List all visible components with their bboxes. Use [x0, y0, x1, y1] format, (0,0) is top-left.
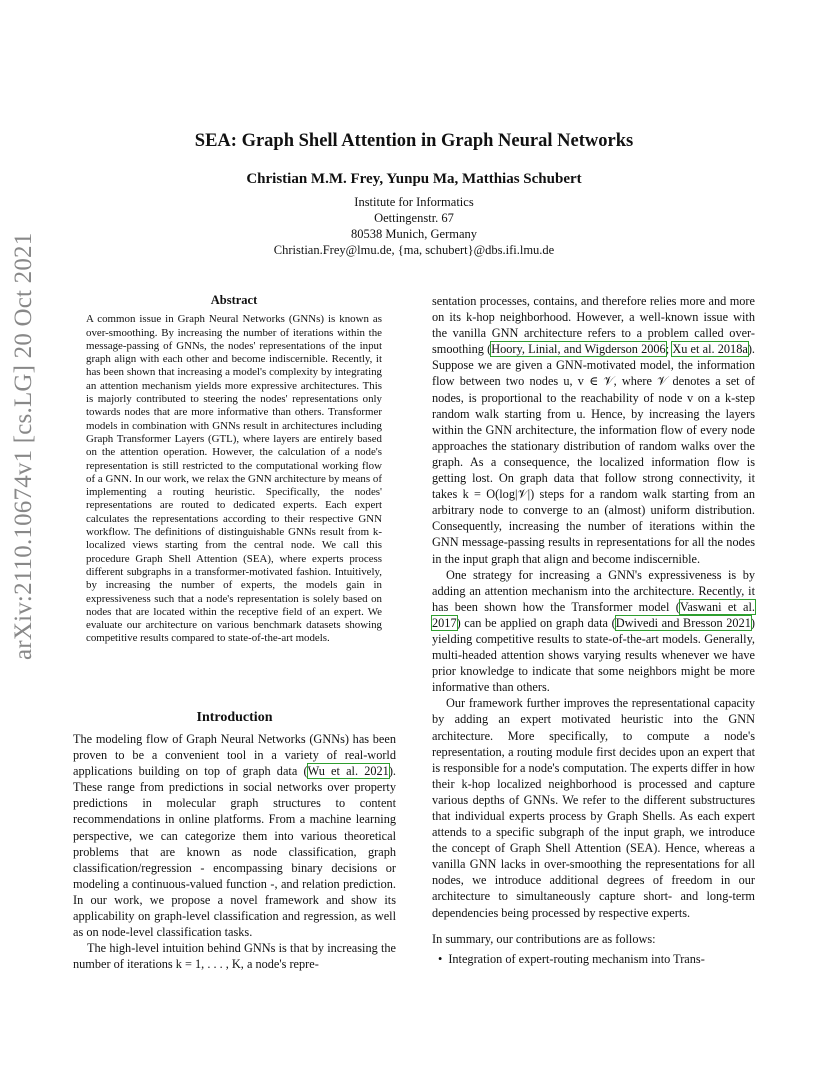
institute: Institute for Informatics	[354, 195, 474, 209]
abstract-section	[86, 294, 382, 646]
intro-paragraph-2: The high-level intuition behind GNNs is that by increasing the number of iterations k = 1, . . . , K, a node's repre-	[73, 941, 396, 972]
body-text: ) yielding competitive results to state-of-the-art models. Generally, multi-headed attention shows varying results whenever we have prior knowledge to indicate that some neighbors might be more informative than others.	[432, 615, 755, 695]
city-address: 80538 Munich, Germany	[350, 227, 478, 241]
body-text: sentation processes, contains, and therefore relies more and more on its k-hop neighborhood. However, a well-known issue with the vanilla GNN architecture refers to a problem called over-smoothing (	[432, 294, 755, 357]
citation-link[interactable]: Hoory, Linial, and Wigderson 2006	[491, 342, 666, 357]
introduction-heading: Introduction	[196, 710, 273, 725]
right-column	[432, 293, 755, 967]
contributions-intro: In summary, our contributions are as follows:	[432, 931, 656, 946]
intro-text: ). These range from predictions in social networks over property predictions in molecular graph structures to content recommendations in online platforms. From a machine learning perspective, we can categorize them into various theoretical problems that are known as node classification, graph classification/regression - encompassing binary decisions or modeling a continuous-valued function -, and relation prediction. In our work, we propose a novel framework and show its applicability on graph-level classification and regression, as well as on node-level classification tasks.	[73, 764, 396, 940]
body-text: One strategy for increasing a GNN's expressiveness is by adding an attention mechanism into the architecture. Recently, it has been shown how the Transformer model (	[432, 567, 755, 614]
citation-link[interactable]: Xu et al. 2018a	[672, 342, 748, 357]
contributions-list	[432, 951, 755, 967]
citation-link[interactable]: Vaswani et al. 2017	[432, 599, 755, 630]
affiliation-block	[0, 194, 828, 258]
body-text: ;	[665, 342, 673, 357]
right-paragraph-2	[432, 567, 755, 696]
body-text: ). Suppose we are given a GNN-motivated model, the information flow between two nodes u, v ∈ 𝒱, where 𝒱 denotes a set of nodes, is proportional to the reachability of node v on a k-step random walk starting from u. Hence, by increasing the layers within the GNN architecture, the information flow of every node approaches the stationary distribution of random walks over the graph. As a consequence, the localized information flow is getting lost. On graph data that follow strong connectivity, it takes k = O(log|𝒱|) steps for a random walk starting from an arbitrary node to converge to an (almost) uniform distribution. Consequently, increasing the number of iterations within the GNN message-passing results in representations for all the nodes in the input graph that align and become indiscernible.	[432, 342, 755, 566]
abstract-text: A common issue in Graph Neural Networks (GNNs) is known as over-smoothing. By increasing the number of iterations within the message-passing of GNNs, the nodes' representations of the input graph align with each other and become indiscernible. Recently, it has been shown that increasing a model's complexity by integrating an attention mechanism yields more expressive architectures. This is majorly contributed to steering the nodes' representations only towards nodes that are more informative than others. Transformer models in combination with GNNs result in architectures including Graph Transformer Layers (GTL), where layers are entirely based on the attention operation. However, the calculation of a node's representation is still restricted to the computational working flow of a GNN. In our work, we relax the GNN architecture by means of implementing a routing heuristic. Specifically, the nodes' representations are routed to dedicated experts. Each expert calculates the representations according to their respective GNN workflow. The definitions of distinguishable GNNs result from k-localized views starting from the central node. We call this procedure Graph Shell Attention (SEA), where experts process different subgraphs in a transformer-motivated fashion. Intuitively, by increasing the number of experts, the models gain in expressiveness such that a node's representation is solely based on nodes that are located within the receptive field of an expert. We evaluate our architecture on various benchmark datasets showing competitive results compared to state-of-the-art models.	[86, 313, 382, 645]
right-paragraph-3: Our framework further improves the representational capacity by adding an expert motivated heuristic into the GNN architecture. More specifically, to compute a node's representation, a routing module first decides upon an expert that is responsible for a node's computation. The experts differ in how their k-hop localized neighborhood is processed and capture various depths of GNNs. We refer to the different substructures that individual experts process by Graph Shells. As each expert attends to a specific subgraph of the input graph, we introduce the concept of Graph Shell Attention (SEA). Hence, whereas a vanilla GNN lacks in over-smoothing the representations for all nodes, we introduce additional degrees of freedom in our architecture to simultaneously capture short- and long-term dependencies being processed by respective experts.	[432, 696, 755, 920]
body-text: ) can be applied on graph data (	[456, 615, 616, 630]
intro-text: The modeling flow of Graph Neural Networks (GNNs) has been proven to be a convenient tool in a variety of real-world applications building on top of graph data (	[73, 732, 396, 779]
paper-title: SEA: Graph Shell Attention in Graph Neural Networks	[194, 131, 634, 151]
introduction-body	[73, 731, 396, 972]
paper-authors: Christian M.M. Frey, Yunpu Ma, Matthias Schubert	[246, 171, 582, 187]
citation-link[interactable]: Wu et al. 2021	[307, 764, 389, 779]
email-addresses: Christian.Frey@lmu.de, {ma, schubert}@dbs.ifi.lmu.de	[273, 243, 555, 257]
street-address: Oettingenstr. 67	[374, 211, 454, 225]
right-paragraph-1	[432, 293, 755, 567]
arxiv-identifier: arXiv:2110.10674v1 [cs.LG] 20 Oct 2021	[10, 232, 37, 660]
citation-link[interactable]: Dwivedi and Bresson 2021	[615, 615, 751, 630]
list-item: • Integration of expert-routing mechanism into Trans-	[450, 951, 755, 967]
abstract-heading: Abstract	[210, 293, 258, 307]
intro-paragraph-1	[73, 731, 396, 940]
